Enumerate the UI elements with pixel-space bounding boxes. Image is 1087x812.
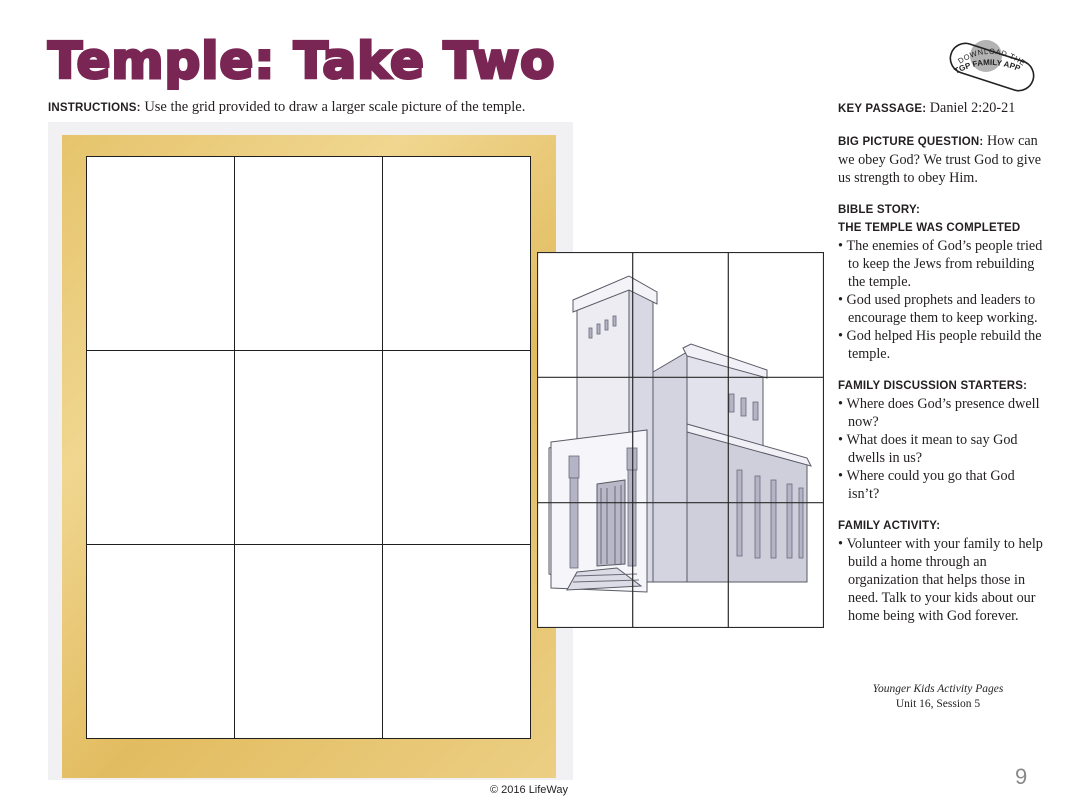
session-note <box>838 682 1038 712</box>
info-column <box>838 99 1048 639</box>
big-picture-question-label: BIG PICTURE QUESTION: <box>838 136 984 148</box>
session-name: Unit 16, Session 5 <box>895 698 981 710</box>
app-badge-line1: DOWNLOAD THE <box>956 46 1028 68</box>
key-passage-text: Daniel 2:20-21 <box>929 100 1016 116</box>
temple-illustration <box>537 252 824 628</box>
list-item: • Where does God’s presence dwell now? <box>838 395 1048 431</box>
list-item: • Volunteer with your family to help build a home through an organization that helps those in need. Talk to your kids about our home being with God forever. <box>838 535 1048 625</box>
list-item: • The enemies of God’s people tried to keep the Jews from rebuilding the temple. <box>838 237 1048 291</box>
grid-cell[interactable] <box>382 350 531 545</box>
grid-cell[interactable] <box>86 544 235 739</box>
series-name: Younger Kids Activity Pages <box>872 683 1004 695</box>
family-activity-label: FAMILY ACTIVITY: <box>838 520 941 532</box>
list-item: • God helped His people rebuild the temple. <box>838 327 1048 363</box>
instructions <box>48 99 525 116</box>
page-number: 9 <box>1015 764 1028 789</box>
grid-cell[interactable] <box>86 350 235 545</box>
key-passage-label: KEY PASSAGE: <box>838 103 927 115</box>
grid-cell[interactable] <box>234 350 383 545</box>
family-activity <box>838 517 1048 625</box>
grid-cell[interactable] <box>234 544 383 739</box>
copyright: © 2016 LifeWay <box>490 784 569 796</box>
list-item: • What does it mean to say God dwells in us? <box>838 431 1048 467</box>
key-passage <box>838 99 1048 118</box>
family-discussion-list <box>838 395 1048 503</box>
download-app-badge[interactable] <box>946 34 1038 92</box>
family-discussion-starters <box>838 377 1048 503</box>
bible-story <box>838 201 1048 363</box>
instructions-label: INSTRUCTIONS: <box>48 102 141 114</box>
bible-story-list <box>838 237 1048 363</box>
grid-cell[interactable] <box>382 544 531 739</box>
family-discussion-label: FAMILY DISCUSSION STARTERS: <box>838 380 1028 392</box>
drawing-grid[interactable] <box>86 156 530 738</box>
family-activity-list <box>838 535 1048 625</box>
grid-cell[interactable] <box>382 156 531 351</box>
temple-reference-picture <box>537 252 824 628</box>
grid-cell[interactable] <box>234 156 383 351</box>
big-picture-question <box>838 132 1048 187</box>
bible-story-title: THE TEMPLE WAS COMPLETED <box>838 222 1021 234</box>
app-badge-line2: TGP FAMILY APP <box>952 57 1022 76</box>
instructions-text: Use the grid provided to draw a larger scale picture of the temple. <box>144 99 526 115</box>
grid-cell[interactable] <box>86 156 235 351</box>
list-item: • Where could you go that God isn’t? <box>838 467 1048 503</box>
bible-story-label: BIBLE STORY: <box>838 204 921 216</box>
page-title: Temple: Take Two <box>48 32 556 90</box>
list-item: • God used prophets and leaders to encourage them to keep working. <box>838 291 1048 327</box>
big-picture-question-text: How can we obey God? We trust God to give us strength to obey Him. <box>838 133 1042 186</box>
app-badge-icon <box>946 34 1038 92</box>
